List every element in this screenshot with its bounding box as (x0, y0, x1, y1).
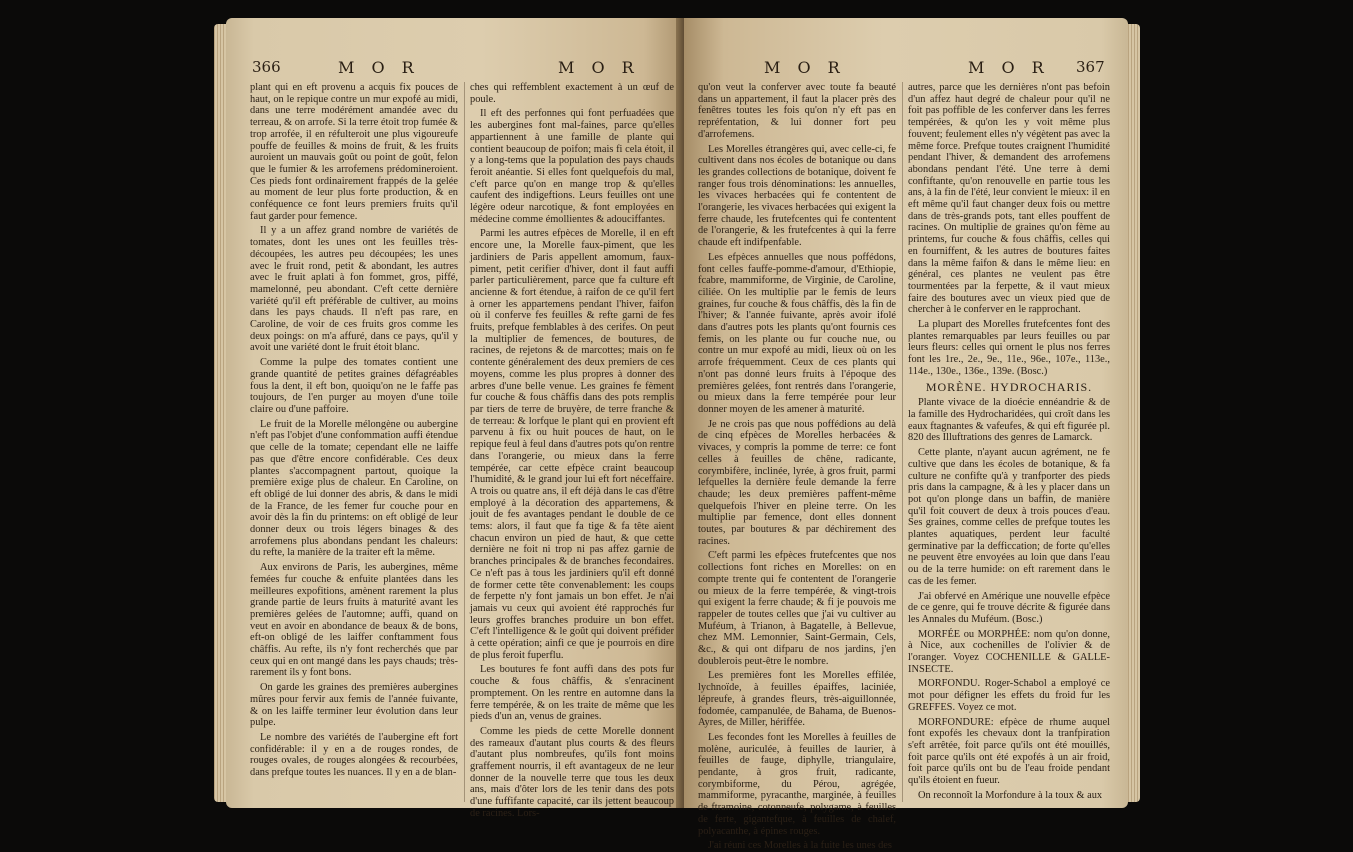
paragraph: Le fruit de la Morelle mélongène ou aubergine n'eft pas l'objet d'une confommation auffi étendue que celle de la tomate; cependant elle ne laiffe pas que d'être encore confidérable. Ces deux plantes s'accompagnent partout, quoique la première exige plus de chaleur. En Caroline, on eft obligé de lui donner des abris, & dans le midi de la France, de les femer fur couche pour en avoir dès la fin du printems: on eft obligé de leur donner deux ou trois légers binages & des arrofemens plus abondans pendant les chaleurs: du refte, la manière de la traiter eft la même. (250, 418, 458, 559)
paragraph: Parmi les autres efpèces de Morelle, il en eft encore une, la Morelle faux-piment, que les jardiniers de Paris appellent amomum, faux-piment, petit cerifier d'hiver, dont il faut auffi parler particulièrement, parce que fa culture eft ancienne & fort étendue, à raifon de ce qu'il fert à orner les appartemens pendant l'hiver, faifon où il conferve fes feuilles & refte garni de fes fruits, prefque femblables à des cerifes. On peut la multiplier de femences, de boutures, de racines, de rejetons & de marcottes; mais on fe contente généralement des deux premiers de ces moyens, comme les plus propres à donner des arbres d'une belle venue. Les graines fe fèment fur couche & fous châffis dans des pots remplis par tiers de terre de bruyère, de terre franche & de terreau: & lorfque le plant qui en provient eft parvenu à fix ou huit pouces de haut, on le repique feul à feul dans d'autres pots qu'on rentre dans l'orangerie, ou mieux dans la ferre tempérée, car cette efpèce craint beaucoup l'humidité, & le grand jour lui eft fort néceffaire. A trois ou quatre ans, il eft déjà dans le cas d'être employé à la décoration des appartemens, & jouit de fes avantages pendant le double de ce tems: alors, il faut que fa tige & fa tête aient chacun environ un pied de haut, & que cette dernière ne foit ni trop ni pas affez garnie de branches principales & de branches fecondaires. Ce n'eft pas à tous les jardiniers qu'il eft donné de former cette tête convenablement: les coups de ferpette n'y font jamais un bon effet. Je n'ai jamais vu ceux qui avoient été rapprochés fur leurs groffes branches produire un bon effet. C'eft l'intelligence & le goût qui doivent préfider à cette opération; ainfi ce que je pourrois en dire de plus feroit fuperflu. (470, 228, 674, 661)
column-rule (464, 82, 465, 802)
paragraph: MORFÉE ou MORPHÉE: nom qu'on donne, à Nice, aux cochenilles de l'olivier & de l'oranger. Voyez COCHENILLE & GALLE-INSECTE. (908, 628, 1110, 675)
paragraph: C'eft parmi les efpèces frutefcentes que nos collections font riches en Morelles: on en compte trente qui fe contentent de l'orangerie ou mieux de la ferre tempérée, & vingt-trois qui exigent la ferre chaude; & fi je pouvois me rappeler de toutes celles que j'ai vu cultiver au Muféum, à Trianon, à Bagatelle, à Bellevue, chez MM. Lemonnier, Saint-Germain, Cels, &c., & qui ont difparu de nos jardins, j'en doublerois peut-être le nombre. (698, 550, 896, 667)
paragraph: Il y a un affez grand nombre de variétés de tomates, dont les unes ont les feuilles très-découpées, les autres peu découpées; les unes avec le fruit rond, petit & abondant, les autres avec le fruit aplati à fon fommet, gros, piffé, mamelonné, peu abondant. C'eft cette dernière variété qu'il eft préférable de cultiver, au moins dans les pays chauds. Il n'eft pas rare, en Caroline, de voir de ces fruits gros comme les deux poings: on m'a affuré, dans ce pays, qu'il y avoit une variété dont le fruit étoit blanc. (250, 225, 458, 354)
paragraph: Je ne crois pas que nous poffédions au delà de cinq efpèces de Morelles herbacées & vivaces, y compris la pomme de terre: ce font celles à feuilles de chêne, radicante, corymbifère, inclinée, lyrée, à gros fruit, parmi lefquelles la dernière feule demande la ferre chaude; les deux premières paffent-même quelquefois l'hiver en pleine terre. On les multiplie par femence, dont elles donnent toutes, par boutures & par déchirement des racines. (698, 418, 896, 547)
right-page (684, 18, 1128, 852)
paragraph: Les efpèces annuelles que nous poffédons, font celles fauffe-pomme-d'amour, d'Ethiopie, fcabre, mammiforme, de Virginie, de Caroline, ciliée. On les multiplie par le femis de leurs graines, fur couche & fous châffis, dès la fin de l'hiver; & l'année fuivante, après avoir ifolé dans d'autres pots les plants qu'ont fournis ces femis, on les plante ou fur couche nue, ou contre un mur expofé au midi, lieux où on les arrofe fréquemment. Ceux de ces plants qui n'ont pas donné leurs fruits à l'époque des premières gelées, font rentrés dans l'orangerie, ou mieux dans la ferre tempérée pour leur donner moyen de les amener à maturité. (698, 251, 896, 415)
paragraph: Comme la pulpe des tomates contient une grande quantité de petites graines défagréables fous la dent, il eft bon, quoiqu'on ne le faffe pas toujours, de l'en purger au moyen d'une toile claire ou d'une paffoire. (250, 357, 458, 415)
paragraph: Comme les pieds de cette Morelle donnent des rameaux d'autant plus courts & des fleurs d'autant plus nombreufes, qu'ils font moins graffement nourris, il eft avantageux de ne leur donner de la nouvelle terre que tous les deux ans, mais d'ôter lors de les tenir dans des pots d'une fuffifante capacité, car ils jettent beaucoup de racines. Lors- (470, 725, 674, 819)
left-page-number: 366 (252, 58, 281, 76)
paragraph: ches qui reffemblent exactement à un œuf de poule. (470, 82, 674, 105)
paragraph: MORFONDURE: efpèce de rhume auquel font expofés les chevaux dont la tranfpiration s'eft arrêtée, foit parce qu'ils ont été mouillés, foit parce qu'ils ont été expofés à un air froid, foit parce qu'ils ont bu de l'eau froide pendant qu'ils étoient en fueur. (908, 716, 1110, 787)
left-running-head-1: M O R (338, 58, 420, 77)
left-column-2 (470, 82, 674, 819)
paragraph: On garde les graines des premières aubergines mûres pour fervir aux femis de l'année fuivante, & on les laiffe terminer leur évolution dans leur pulpe. (250, 682, 458, 729)
left-page (226, 18, 690, 819)
paragraph: autres, parce que les dernières n'ont pas befoin d'un affez haut degré de chaleur pour qu'il ne foit pas poffible de les conferver dans les ferres tempérées, & qu'on les y voit même plus fouvent; feulement elles n'y végètent pas avec la même force. Prefque toutes craignent l'humidité pendant l'hiver, & demandent des arrofemens abondans pendant l'été. Une terre à demi confiftante, qu'on renouvelle en partie tous les ans, à la fin de l'été, leur convient le mieux: il en eft même qu'il faut changer deux fois ou mettre dans de très-grands pots, tant elles pouffent de racines. On multiplie de graines qu'on fème au printems, fur couche & fous châffis, celles qui en fourniffent, & les autres de boutures faites dans la même faifon & dans le même lieu: en général, ces plantes ne veulent pas être tourmentées par la ferpette, & il vaut mieux faire des boutures avec un vieux pied que de chercher à le conferver en le rapprochant. (908, 82, 1110, 316)
entry-title: MORÈNE. HYDROCHARIS. (925, 379, 1093, 394)
paragraph: qu'on veut la conferver avec toute fa beauté dans un appartement, il faut la placer près des fenêtres toutes les fois qu'on n'y eft pas en repréfentation, & lui donner fort peu d'arrofemens. (698, 82, 896, 140)
paragraph: J'ai obfervé en Amérique une nouvelle efpèce de ce genre, qui fe trouve décrite & figurée dans les Annales du Muféum. (Bosc.) (908, 590, 1110, 625)
paragraph: Les premières font les Morelles effilée, lychnoïde, à feuilles épaiffes, laciniée, lépreufe, à grandes fleurs, très-aiguillonnée, fodomée, campanulée, de Bahama, de Buenos-Ayres, de Miller, hériffée. (698, 670, 896, 729)
paragraph: On reconnoît la Morfondure à la toux & aux (918, 789, 1103, 801)
right-page-edge (1126, 24, 1140, 802)
paragraph: MORFONDU. Roger-Schabol a employé ce mot pour défigner les effets du froid fur les GREFFES. Voyez ce mot. (908, 678, 1110, 713)
paragraph: Plante vivace de la dioécie ennéandrie & de la famille des Hydrocharidées, qui croît dans les eaux ftagnantes & vafeufes, & qui eft figurée pl. 820 des Illuftrations des genres de Lamarck. (908, 397, 1110, 444)
paragraph: Le nombre des variétés de l'aubergine eft fort confidérable: il y en a de rouges rondes, de rouges ovales, de rouges alongées & recourbées, dans prefque toutes les nuances. Il y en a de blan- (250, 731, 458, 779)
left-column-1 (250, 82, 458, 802)
right-running-head-1: M O R (764, 58, 846, 77)
paragraph: plant qui en eft provenu a acquis fix pouces de haut, on le repique contre un mur expofé au midi, dans une terre modérément amandée avec du terreau, & on arrofe. Si la terre étoit trop fumée & trop arrofée, il en réfulteroit une plus vigoureufe pouffe de feuilles & moins de fruit, & les fruits auroient un mauvais goût ou point de goût, felon que le fumier & les arrofemens prédomineroient. Ces pieds font ordinairement frappés de la gelée au moment de leur plus forte production, & en conféquence ce font leurs premiers fruits qu'il faut garder pour femence. (250, 82, 458, 222)
paragraph: La plupart des Morelles frutefcentes font des plantes remarquables par leurs feuilles ou par leurs fleurs: celles qui ornent le plus nos ferres font les 1re., 2e., 9e., 11e., 96e., 107e., 113e., 114e., 130e., 136e., 139e. (Bosc.) (908, 319, 1110, 377)
paragraph: Les fecondes font les Morelles à feuilles de molène, auriculée, à feuilles de laurier, à feuilles de fauge, diphylle, triangulaire, pendante, à gros fruit, radicante, corymbiforme, du Pérou, agrégée, mammiforme, pyracanthe, marginée, à feuilles de ftramoine, cotonneufe, polygame, à feuilles de ferte, gigantefque, à feuilles de chalef, polyacanthe, à épines rouges. (698, 731, 896, 837)
paragraph: Les boutures fe font auffi dans des pots fur couche & fous châffis, & s'enracinent promptement. On les rentre en automne dans la ferre tempérée, & on les traite de même que les pieds d'un an, venus de graines. (470, 664, 674, 723)
right-column-2 (908, 82, 1110, 802)
right-column-1 (698, 82, 896, 852)
paragraph: Cette plante, n'ayant aucun agrément, ne fe cultive que dans les écoles de botanique, & fa culture ne confifte qu'à y tranfporter des pieds pris dans la campagne, & à les y placer dans un pot qu'on plonge dans un baffin, de manière qu'il foit couvert de deux à trois pouces d'eau. Ses graines, comme celles de prefque toutes les plantes aquatiques, perdent leur faculté germinative par la defficcation; de forte qu'elles ne peuvent être envoyées au loin que dans l'eau ou de la terre humide: on eft rarement dans le cas de les femer. (908, 447, 1110, 587)
right-running-head-2: M O R (968, 58, 1050, 77)
left-running-head-2: M O R (558, 58, 640, 77)
paragraph: Les Morelles étrangères qui, avec celle-ci, fe cultivent dans nos écoles de botanique ou dans les grandes collections de botanique, doivent fe ranger fous trois dénominations: les annuelles, les vivaces herbacées qui fe contentent de l'orangerie, les vivaces herbacées qui exigent la ferre chaude, les frutefcentes qui fe contentent de l'orangerie, & les frutefcentes à qui la ferre chaude eft indifpenfable. (698, 143, 896, 249)
column-rule (902, 82, 903, 802)
paragraph: J'ai réuni ces Morelles à la fuite les unes des (708, 840, 892, 852)
paragraph: Il eft des perfonnes qui font perfuadées que les aubergines font mal-faines, parce qu'elles appartiennent à une famille de plante qui contient beaucoup de poifon; mais fi cela étoit, il y a long-tems que la population des pays chauds feroit anéantie. Si elles font quelquefois du mal, c'eft parce qu'on en mange trop & qu'elles caufent des indigeftions. Leurs feuilles ont une légère odeur narcotique, & font employées en médecine comme émollientes & adouciffantes. (470, 108, 674, 225)
paragraph: Aux environs de Paris, les aubergines, même femées fur couche & enfuite plantées dans les meilleures expofitions, amènent rarement la plus grande partie de leurs fruits à maturité avant les premières gelées de l'automne; auffi, quand on veut en avoir en abondance de beaux & de bons, eft-on obligé de les laiffer conftamment fous châffis. Au refte, ils n'y font recherchés que par ceux qui en ont mangé dans les pays chauds; très-rarement ils y font bons. (250, 562, 458, 679)
right-page-number: 367 (1076, 58, 1105, 76)
